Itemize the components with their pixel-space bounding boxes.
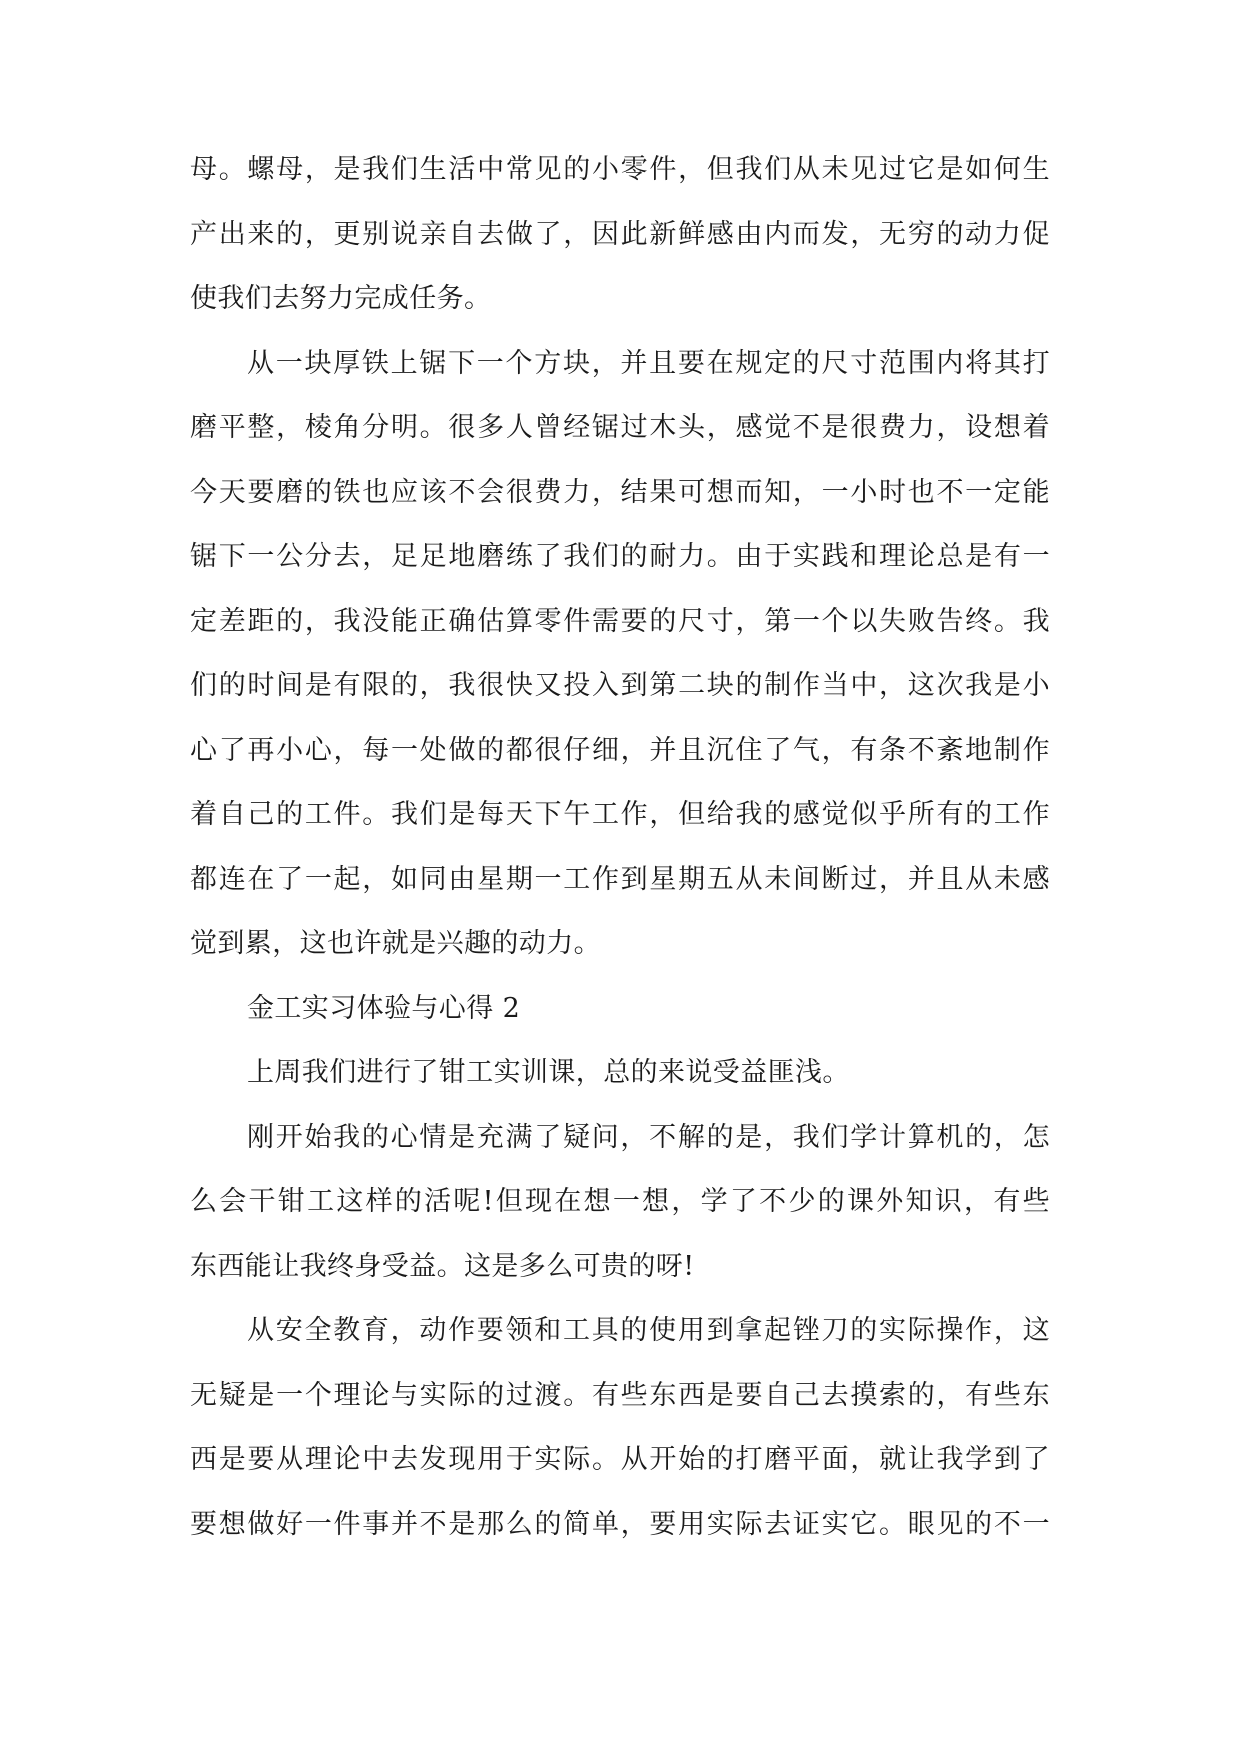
document-body [190, 138, 1050, 1557]
text-line: 使我们去努力完成任务。 [190, 283, 492, 314]
section-heading: 金工实习体验与心得 2 [247, 992, 521, 1024]
text-line: 母。螺母，是我们生活中常见的小零件，但我们从未见过它是如何生 [190, 154, 1050, 185]
text-line: 定差距的，我没能正确估算零件需要的尺寸，第一个以失败告终。我 [190, 605, 1050, 637]
text-line: 锯下一公分去，足足地磨练了我们的耐力。由于实践和理论总是有一 [190, 541, 1050, 572]
text-line: 着自己的工件。我们是每天下午工作，但给我的感觉似乎所有的工作 [190, 799, 1050, 830]
text-line: 东西能让我终身受益。这是多么可贵的呀! [190, 1250, 695, 1282]
text-line: 无疑是一个理论与实际的过渡。有些东西是要自己去摸索的，有些东 [190, 1379, 1050, 1411]
text-line: 心了再小心，每一处做的都很仔细，并且沉住了气，有条不紊地制作 [190, 734, 1050, 766]
text-line: 们的时间是有限的，我很快又投入到第二块的制作当中，这次我是小 [190, 670, 1050, 701]
text-line: 么会干钳工这样的活呢!但现在想一想，学了不少的课外知识，有些 [190, 1186, 1050, 1217]
text-line: 今天要磨的铁也应该不会很费力，结果可想而知，一小时也不一定能 [190, 476, 1050, 508]
text-line: 刚开始我的心情是充满了疑问，不解的是，我们学计算机的，怎 [247, 1121, 1050, 1153]
text-line: 要想做好一件事并不是那么的简单，要用实际去证实它。眼见的不一 [190, 1508, 1050, 1540]
text-line: 产出来的，更别说亲自去做了，因此新鲜感由内而发，无穷的动力促 [190, 218, 1050, 250]
text-line: 觉到累，这也许就是兴趣的动力。 [190, 928, 601, 959]
text-line: 从安全教育，动作要领和工具的使用到拿起锉刀的实际操作，这 [247, 1315, 1050, 1346]
text-line: 都连在了一起，如同由星期一工作到星期五从未间断过，并且从未感 [190, 863, 1050, 895]
text-line: 从一块厚铁上锯下一个方块，并且要在规定的尺寸范围内将其打 [247, 347, 1050, 379]
text-line: 磨平整，棱角分明。很多人曾经锯过木头，感觉不是很费力，设想着 [190, 412, 1050, 443]
text-line: 西是要从理论中去发现用于实际。从开始的打磨平面，就让我学到了 [190, 1444, 1050, 1475]
text-line: 上周我们进行了钳工实训课，总的来说受益匪浅。 [247, 1057, 850, 1088]
